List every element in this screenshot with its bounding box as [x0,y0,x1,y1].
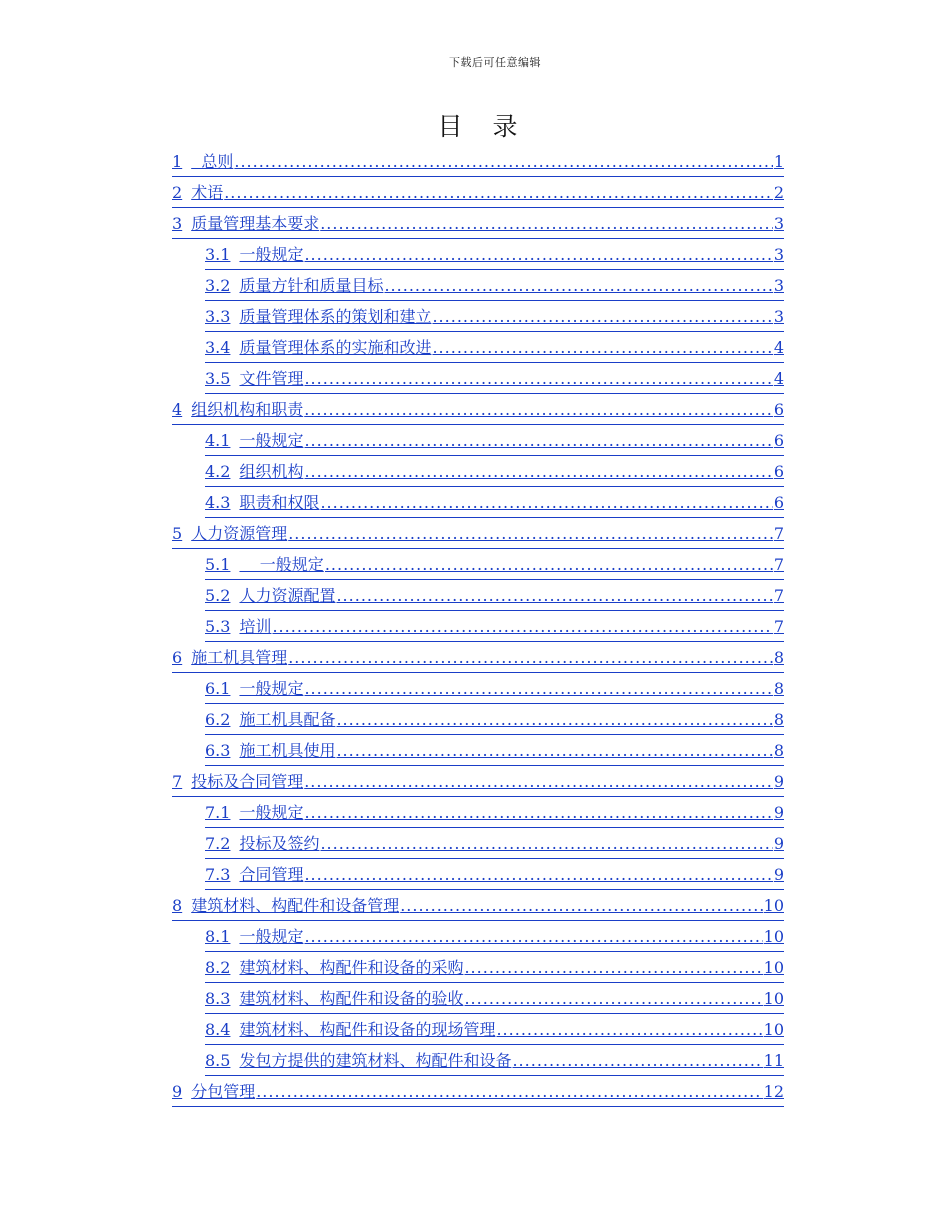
toc-entry-page: 2 [773,183,784,202]
toc-dot-leader [512,1045,762,1076]
toc-entry[interactable] [205,735,784,766]
toc-dot-leader [400,890,762,921]
toc-dot-leader [464,952,762,983]
toc-entry-page: 9 [773,803,784,822]
toc-entry-number: 4.3 [205,493,231,512]
toc-dot-leader [224,177,773,208]
toc-entry-number: 3 [172,214,183,233]
toc-dot-leader [256,1076,762,1107]
toc-entry[interactable] [172,208,784,239]
toc-entry-page: 8 [773,648,784,667]
toc-dot-leader [304,797,772,828]
toc-entry[interactable] [172,642,784,673]
toc-entry-label: 组织机构和职责 [191,400,304,419]
toc-entry-number: 8.5 [205,1051,231,1070]
toc-entry-number: 7 [172,772,183,791]
toc-entry-label: 一般规定 [239,431,304,450]
toc-dot-leader [336,580,772,611]
toc-entry[interactable] [205,1014,784,1045]
toc-entry[interactable] [205,425,784,456]
toc-entry-number: 6.3 [205,741,231,760]
toc-entry-label: 一般规定 [239,803,304,822]
toc-entry-page: 6 [773,431,784,450]
toc-entry-page: 10 [763,927,784,946]
toc-entry-page: 10 [763,896,784,915]
toc-entry-page: 10 [763,1020,784,1039]
toc-entry-label: 人力资源配置 [239,586,336,605]
toc-entry-number: 5.2 [205,586,231,605]
toc-dot-leader [304,363,772,394]
toc-entry[interactable] [205,797,784,828]
toc-entry-page: 8 [773,741,784,760]
toc-dot-leader [320,208,773,239]
toc-entry-label: 建筑材料、构配件和设备的验收 [239,989,464,1008]
toc-entry[interactable] [205,363,784,394]
toc-entry-label: 投标及签约 [239,834,320,853]
toc-entry-page: 8 [773,710,784,729]
toc-title-part2: 录 [492,112,518,141]
toc-entry-number: 5.3 [205,617,231,636]
toc-entry-page: 7 [773,586,784,605]
toc-entry-page: 4 [773,338,784,357]
toc-entry-number: 7.3 [205,865,231,884]
toc-entry-label: 发包方提供的建筑材料、构配件和设备 [239,1051,512,1070]
toc-entry[interactable] [205,921,784,952]
toc-list [172,146,784,1107]
toc-dot-leader [304,394,773,425]
toc-entry[interactable] [205,1045,784,1076]
toc-entry[interactable] [172,146,784,177]
toc-title [0,107,950,143]
toc-entry-label: 一般规定 [239,555,324,574]
toc-entry[interactable] [205,673,784,704]
toc-entry-page: 6 [773,493,784,512]
toc-entry-number: 8.1 [205,927,231,946]
toc-entry-number: 3.5 [205,369,231,388]
toc-entry[interactable] [205,704,784,735]
toc-entry[interactable] [205,239,784,270]
toc-entry[interactable] [205,828,784,859]
toc-entry-page: 8 [773,679,784,698]
toc-entry[interactable] [205,549,784,580]
toc-entry-number: 4 [172,400,183,419]
toc-dot-leader [304,673,772,704]
toc-dot-leader [304,921,762,952]
toc-title-part1: 目 [437,112,463,141]
toc-entry-page: 3 [773,276,784,295]
toc-entry[interactable] [205,301,784,332]
toc-entry-page: 7 [773,524,784,543]
toc-entry-page: 4 [773,369,784,388]
toc-entry-page: 3 [773,245,784,264]
toc-dot-leader [464,983,762,1014]
toc-entry[interactable] [172,890,784,921]
toc-entry-number: 6 [172,648,183,667]
toc-entry-page: 6 [773,462,784,481]
toc-entry[interactable] [205,952,784,983]
toc-dot-leader [272,611,772,642]
toc-entry-number: 6.2 [205,710,231,729]
toc-entry-label: 组织机构 [239,462,304,481]
toc-entry-number: 8.3 [205,989,231,1008]
toc-entry-page: 7 [773,617,784,636]
toc-entry-number: 5.1 [205,555,231,574]
toc-entry[interactable] [172,518,784,549]
toc-dot-leader [336,704,772,735]
toc-entry-number: 3.4 [205,338,231,357]
toc-dot-leader [288,518,773,549]
toc-entry-label: 职责和权限 [239,493,320,512]
toc-dot-leader [304,456,772,487]
toc-dot-leader [432,332,772,363]
toc-entry-number: 3.3 [205,307,231,326]
toc-entry-label: 总则 [191,152,234,171]
toc-dot-leader [325,549,773,580]
toc-entry[interactable] [172,177,784,208]
toc-entry-page: 10 [763,989,784,1008]
toc-entry-label: 分包管理 [191,1082,256,1101]
toc-dot-leader [234,146,772,177]
toc-entry[interactable] [205,859,784,890]
toc-dot-leader [384,270,772,301]
toc-entry-label: 施工机具配备 [239,710,336,729]
toc-entry-number: 9 [172,1082,183,1101]
toc-entry-page: 11 [763,1051,784,1070]
toc-entry[interactable] [172,1076,784,1107]
toc-entry-page: 12 [763,1082,784,1101]
page-header: 下载后可任意编辑 [449,56,541,69]
toc-dot-leader [320,828,772,859]
toc-entry-label: 文件管理 [239,369,304,388]
toc-entry[interactable] [205,983,784,1014]
toc-dot-leader [304,766,773,797]
toc-entry-label: 培训 [239,617,272,636]
toc-entry-label: 建筑材料、构配件和设备管理 [191,896,400,915]
toc-entry-label: 质量管理体系的实施和改进 [239,338,432,357]
toc-entry-number: 3.1 [205,245,231,264]
toc-dot-leader [288,642,773,673]
toc-entry-page: 6 [773,400,784,419]
toc-entry-label: 建筑材料、构配件和设备的采购 [239,958,464,977]
toc-dot-leader [304,239,772,270]
toc-entry-number: 6.1 [205,679,231,698]
toc-entry-page: 1 [773,152,784,171]
toc-dot-leader [320,487,772,518]
toc-entry-number: 8.2 [205,958,231,977]
toc-dot-leader [432,301,772,332]
toc-entry-number: 5 [172,524,183,543]
toc-entry[interactable] [205,580,784,611]
toc-entry-page: 3 [773,214,784,233]
toc-entry-number: 8.4 [205,1020,231,1039]
toc-dot-leader [336,735,772,766]
toc-entry-page: 9 [773,772,784,791]
toc-entry-page: 7 [773,555,784,574]
toc-entry-label: 术语 [191,183,224,202]
toc-entry[interactable] [205,456,784,487]
toc-entry-label: 一般规定 [239,679,304,698]
toc-entry[interactable] [205,270,784,301]
toc-entry[interactable] [205,332,784,363]
toc-entry-number: 7.2 [205,834,231,853]
toc-entry-page: 9 [773,834,784,853]
toc-entry-number: 7.1 [205,803,231,822]
toc-entry-number: 2 [172,183,183,202]
toc-entry-page: 9 [773,865,784,884]
toc-entry-number: 8 [172,896,183,915]
toc-entry-number: 4.1 [205,431,231,450]
toc-entry-label: 建筑材料、构配件和设备的现场管理 [239,1020,496,1039]
toc-dot-leader [304,425,772,456]
toc-entry-label: 一般规定 [239,927,304,946]
toc-dot-leader [304,859,772,890]
toc-entry-label: 人力资源管理 [191,524,288,543]
toc-entry[interactable] [172,766,784,797]
toc-entry-label: 质量管理体系的策划和建立 [239,307,432,326]
toc-entry-number: 1 [172,152,183,171]
toc-dot-leader [496,1014,762,1045]
toc-entry[interactable] [172,394,784,425]
toc-entry-label: 合同管理 [239,865,304,884]
toc-entry-label: 一般规定 [239,245,304,264]
toc-entry-label: 施工机具管理 [191,648,288,667]
toc-entry-page: 3 [773,307,784,326]
toc-entry-number: 4.2 [205,462,231,481]
toc-entry-label: 质量管理基本要求 [191,214,320,233]
toc-entry-label: 质量方针和质量目标 [239,276,384,295]
toc-entry-label: 投标及合同管理 [191,772,304,791]
toc-entry[interactable] [205,611,784,642]
toc-entry[interactable] [205,487,784,518]
toc-entry-label: 施工机具使用 [239,741,336,760]
toc-entry-number: 3.2 [205,276,231,295]
toc-entry-page: 10 [763,958,784,977]
